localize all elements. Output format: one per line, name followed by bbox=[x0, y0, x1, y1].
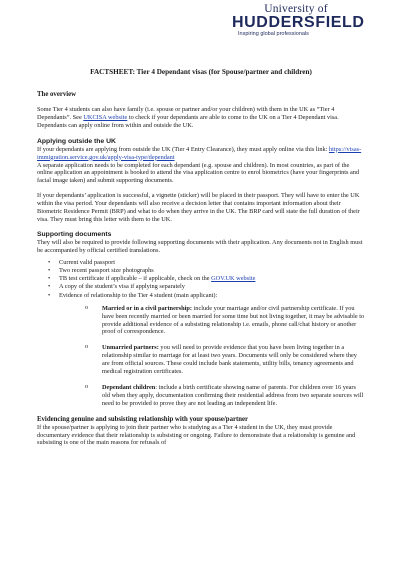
relationship-evidence-list bbox=[37, 305, 365, 408]
list-item: • A copy of the student’s visa if applying separately bbox=[59, 283, 365, 291]
university-logo bbox=[232, 3, 365, 38]
list-item: • Two recent passport size photographs bbox=[59, 267, 365, 275]
list-item-unmarried: o Unmarried partners: you will need to provide evidence that you have been living together in a relationship similar to marriage for at least two years. Documents will only be considered where they are from official sources. These could include bank statements, utility bills, tenancy agreements and medical registration certificates. bbox=[102, 344, 365, 376]
supporting-heading: Supporting documents bbox=[37, 230, 112, 238]
logo-line1: University of bbox=[264, 3, 328, 15]
evidencing-heading: Evidencing genuine and subsisting relationship with your spouse/partner bbox=[37, 415, 249, 423]
applying-outside-para2: If your dependants’ application is successful, a vignette (sticker) will be placed in their passport. They will have to enter the UK within the visa period. Your dependants will also receive a decision letter that contains important information about their Biometric Residence Permit (BRP) and what to do when they arrive in the UK. The BRP card will state the full duration of their visa. They must bring this letter with them to the UK. bbox=[37, 192, 360, 223]
list-item: • Evidence of relationship to the Tier 4 student (main applicant): bbox=[59, 292, 365, 300]
list-item-children: o Dependant children: include a birth certificate showing name of parents. For children over 16 years old when they apply, documentation confirming their residential address from two separate sources will need to be provided to prove they are not leading an independent life. bbox=[102, 384, 365, 408]
applying-outside-heading: Applying outside the UK bbox=[37, 137, 116, 145]
list-item: • Current valid passport bbox=[59, 259, 365, 267]
list-item-married: o Married or in a civil partnership: include your marriage and/or civil partnership certificate. If you have been recently married or been married for some time but not living together, it may be advisable to provide additional evidence of a subsisting relationship i.e. emails, phone call/chat history or another proof of correspondence. bbox=[102, 305, 365, 337]
visa-application-link[interactable]: https://visas-immigration.service.gov.uk/apply-visa-type/dependant bbox=[37, 145, 362, 161]
ukcisa-link[interactable]: UKCISA website bbox=[83, 113, 128, 121]
evidencing-text: If the spouse/partner is applying to join their partner who is studying as a Tier 4 student in the UK, they must provide documentary evidence that their relationship is subsisting or ongoing. Failure to demonstrate that a relationship is genuine and subsisting is one of the main reasons for refusals of bbox=[37, 423, 356, 447]
supporting-list bbox=[37, 259, 365, 300]
supporting-intro: They will also be required to provide following supporting documents with their application. Any documents not in English must be accompanied by official certified translations. bbox=[37, 238, 363, 254]
applying-outside-text: If your dependants are applying from outside the UK (Tier 4 Entry Clearance), they must apply online via this link: https://visas-immigration.service.gov.uk/apply-visa-type/dependant A separate application needs to be completed for each dependant (e.g. spouse and children). In most countries, as part of the online application an appointment is booked to attend the visa application centre to enrol biometrics (have your fingerprints and facial image taken) and submit supporting documents. bbox=[37, 145, 362, 185]
page-title: FACTSHEET: Tier 4 Dependant visas (for Spouse/partner and children) bbox=[90, 68, 312, 76]
document-body bbox=[37, 68, 365, 447]
list-item: • TB test certificate if applicable – if applicable, check on the GOV.UK website bbox=[59, 275, 365, 283]
logo-tagline: Inspiring global professionals bbox=[238, 31, 309, 37]
logo-line2: HUDDERSFIELD bbox=[232, 14, 365, 31]
overview-text: Some Tier 4 students can also have family (i.e. spouse or partner and/or your children) with them in the UK as “Tier 4 Dependants”. See UKCISA website to check if your dependants are able to come to the UK on a Tier 4 Dependant visa. Dependants can apply online from within and outside the UK. bbox=[37, 106, 339, 129]
overview-heading: The overview bbox=[37, 91, 77, 98]
govuk-link[interactable]: GOV.UK website bbox=[211, 275, 256, 283]
